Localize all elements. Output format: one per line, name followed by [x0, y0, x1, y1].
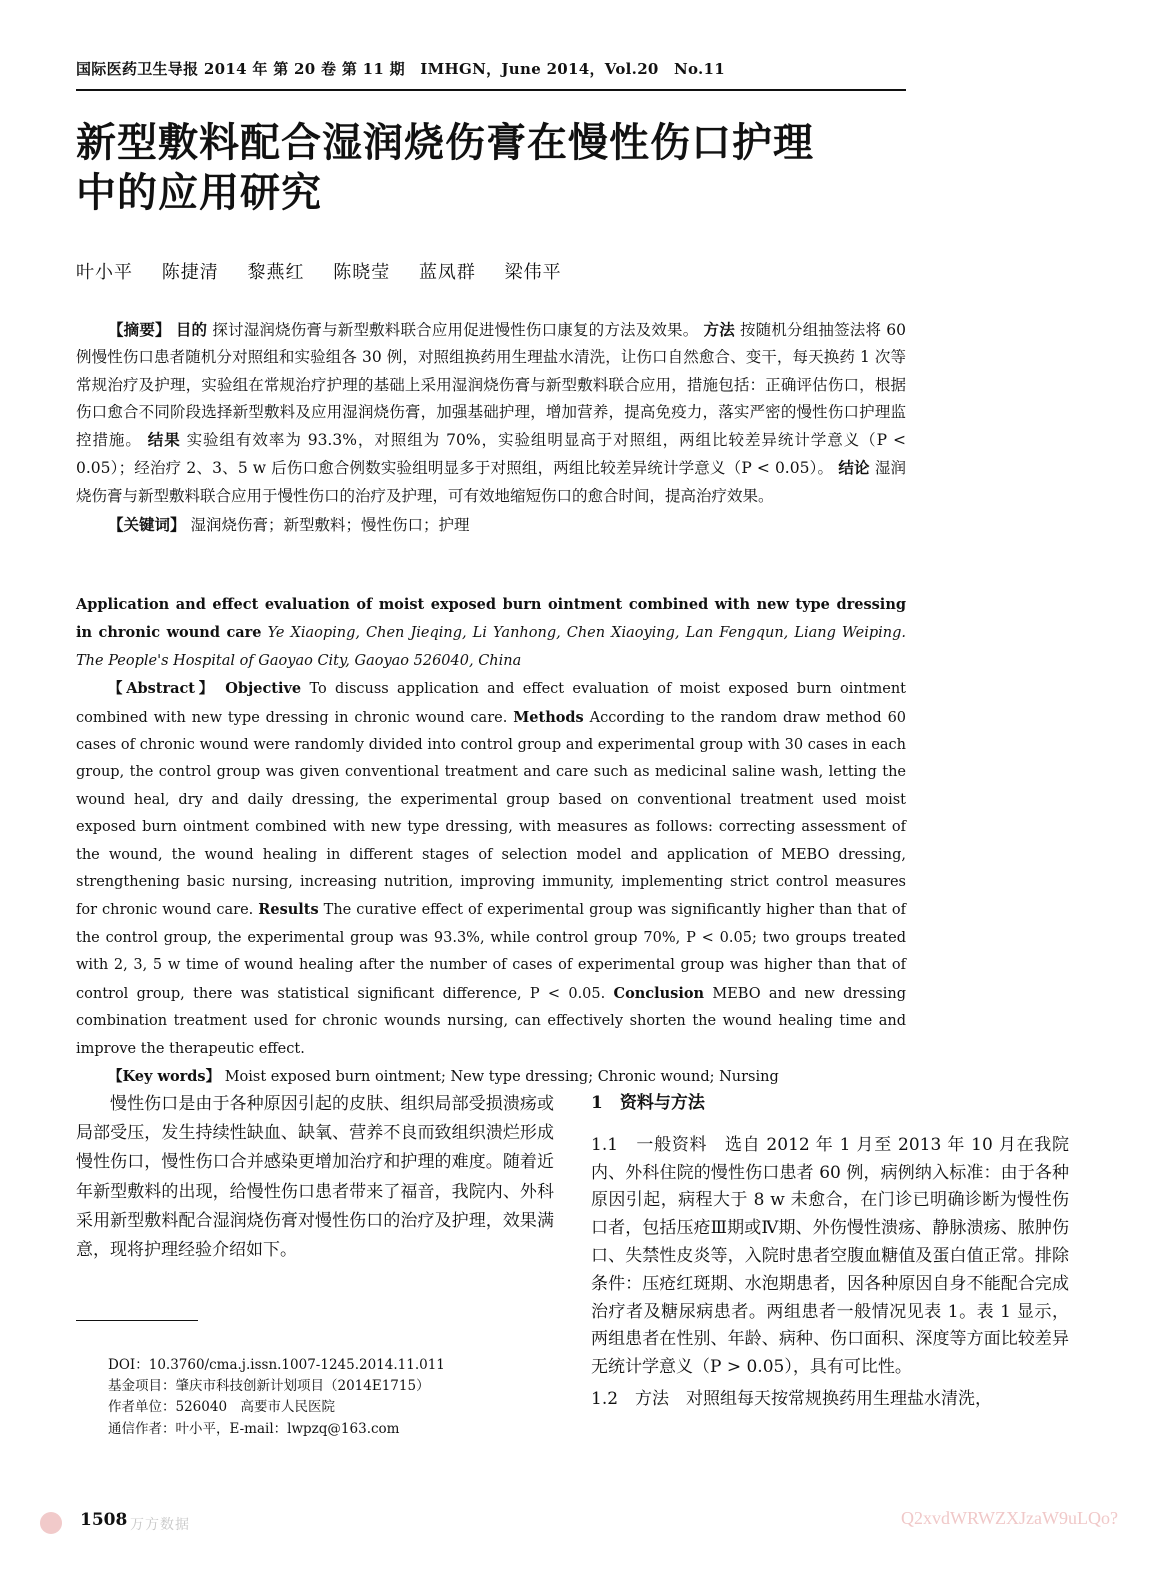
- watermark-left: 万方数据: [130, 1517, 190, 1533]
- objective-en-label: Objective: [225, 680, 302, 698]
- keywords-label: 【关键词】: [108, 515, 186, 535]
- keywords-en-text: Moist exposed burn ointment; New type dressing; Chronic wound; Nursing: [224, 1068, 779, 1085]
- author: 陈晓莹: [333, 262, 391, 283]
- conclusion-en-label: Conclusion: [613, 984, 705, 1002]
- intro-column: [76, 1090, 554, 1265]
- title-line-2: 中的应用研究: [76, 169, 322, 216]
- methods-label: 方法: [703, 320, 735, 339]
- objective-label: 目的: [175, 320, 208, 339]
- conclusion-en-text: MEBO and new dressing combination treatment used for chronic wounds nursing, can effectively shorten the wound healing time and improve the therapeutic effect.: [76, 985, 907, 1057]
- author-list: [76, 258, 584, 284]
- running-header: 国际医药卫生导报 2014 年 第 20 卷 第 11 期 IMHGN，June 2014，Vol.20 No.11: [76, 60, 726, 78]
- abstract-label: 【摘要】: [108, 320, 171, 339]
- intro-paragraph: 慢性伤口是由于各种原因引起的皮肤、组织局部受损溃疡或局部受压，发生持续性缺血、缺氧、营养不良而致组织溃烂形成慢性伤口，慢性伤口合并感染更增加治疗和护理的难度。随着近年新型敷料的出现，给慢性伤口患者带来了福音，我院内、外科采用新型敷料配合湿润烧伤膏对慢性伤口的治疗及护理，效果满意，现将护理经验介绍如下。: [76, 1094, 554, 1261]
- keywords-text: 湿润烧伤膏；新型敷料；慢性伤口；护理: [190, 516, 470, 535]
- methods-text: 按随机分组抽签法将 60 例慢性伤口患者随机分对照组和实验组各 30 例，对照组换药用生理盐水清洗，让伤口自然愈合、变干，每天换药 1 次等常规治疗及护理，实验组在常规治疗护理的基础上采用湿润烧伤膏与新型敷料联合应用，措施包括：正确评估伤口，根据伤口愈合不同阶段选择新型敷料及应用湿润烧伤膏，加强基础护理，增加营养，提高免疫力，落实严密的慢性伤口护理监控措施。: [76, 321, 906, 450]
- footnote-doi: DOI：10.3760/cma.j.issn.1007-1245.2014.11.011: [108, 1357, 445, 1373]
- subsection-1-1-label: 1.1 一般资料: [591, 1134, 708, 1155]
- header-rule: [76, 89, 906, 91]
- footnote-unit: 作者单位：526040 高要市人民医院: [108, 1399, 336, 1416]
- title-line-1: 新型敷料配合湿润烧伤膏在慢性伤口护理: [76, 119, 814, 166]
- subsection-1-2-text: 对照组每天按常规换药用生理盐水清洗，: [686, 1388, 993, 1409]
- abstract-en-label: 【Abstract】: [108, 680, 217, 698]
- author: 叶小平: [76, 262, 133, 283]
- subsection-1-2-label: 1.2 方法: [591, 1388, 670, 1409]
- methods-column: [591, 1090, 1069, 1414]
- conclusion-text: 湿润烧伤膏与新型敷料联合应用于慢性伤口的治疗及护理，可有效地缩短伤口的愈合时间，提高治疗效果。: [76, 459, 906, 505]
- author: 黎燕红: [247, 262, 305, 283]
- author: 陈捷清: [161, 262, 219, 283]
- watermark-right: Q2xvdWRWZXJzaW9uLQo?: [901, 1508, 1118, 1528]
- footnotes: [108, 1355, 445, 1440]
- results-en-label: Results: [258, 901, 319, 919]
- conclusion-label: 结论: [838, 458, 870, 478]
- footnote-corresponding: 通信作者：叶小平，E-mail：lwpzq@163.com: [108, 1420, 400, 1437]
- footnote-rule: [76, 1320, 198, 1321]
- keywords-en-label: 【Key words】: [108, 1067, 221, 1085]
- english-affiliation: Ye Xiaoping, Chen Jieqing, Li Yanhong, Chen Xiaoying, Lan Fengqun, Liang Weiping. The People's Hospital of Gaoyao City, Gaoyao 526040, China: [76, 625, 906, 669]
- publisher-logo-icon: [40, 1512, 62, 1534]
- footnote-fund: 基金项目：肇庆市科技创新计划项目（2014E1715）: [108, 1378, 430, 1395]
- abstract-english: [76, 591, 906, 1091]
- abstract-chinese: [76, 316, 906, 539]
- author: 蓝凤群: [418, 262, 476, 283]
- section-heading: 1 资料与方法: [591, 1093, 705, 1113]
- results-en-text: The curative effect of experimental group was significantly higher than that of the control group, the experimental group was 93.3%, while control group 70%, P < 0.05; two groups treated with 2, 3, 5 w time of wound healing after the number of cases of experimental group was higher than that of control group, there was statistical significant difference, P < 0.05.: [76, 902, 906, 1002]
- author: 梁伟平: [504, 262, 562, 283]
- methods-en-text: According to the random draw method 60 cases of chronic wound were randomly divided into control group and experimental group with 30 cases in each group, the control group was given conventional treatment and care such as medicinal saline wash, letting the wound heal, dry and daily dressing, the experimental group based on conventional treatment used moist exposed burn ointment combined with new type dressing, with measures as follows: correcting assessment of the wound, the wound healing in different stages of selection model and application of MEBO dressing, strengthening basic nursing, increasing nutrition, improving immunity, implementing strict control measures for chronic wound care.: [76, 709, 907, 919]
- subsection-1-1-text: 选自 2012 年 1 月至 2013 年 10 月在我院内、外科住院的慢性伤口患者 60 例，病例纳入标准：由于各种原因引起，病程大于 8 w 未愈合，在门诊已明确诊断为慢性伤口者，包括压疮Ⅲ期或Ⅳ期、外伤慢性溃疡、静脉溃疡、脓肿伤口、失禁性皮炎等，入院时患者空腹血糖值及蛋白值正常。排除条件：压疮红斑期、水泡期患者，因各种原因自身不能配合完成治疗者及糖尿病患者。两组患者一般情况见表 1。表 1 显示，两组患者在性别、年龄、病种、伤口面积、深度等方面比较差异无统计学意义（P > 0.05），具有可比性。: [591, 1134, 1069, 1378]
- article-title: [76, 118, 936, 218]
- results-text: 实验组有效率为 93.3%，对照组为 70%，实验组明显高于对照组，两组比较差异统计学意义（P < 0.05）；经治疗 2、3、5 w 后伤口愈合例数实验组明显多于对照组，两组比较差异统计学意义（P < 0.05）。: [76, 431, 906, 478]
- results-label: 结果: [147, 430, 181, 450]
- objective-text: 探讨湿润烧伤膏与新型敷料联合应用促进慢性伤口康复的方法及效果。: [212, 321, 699, 339]
- english-title: Application and effect evaluation of moist exposed burn ointment combined with new type dressing in chronic wound care: [76, 596, 906, 642]
- objective-en-text: To discuss application and effect evaluation of moist exposed burn ointment combined with new type dressing in chronic wound care.: [76, 681, 907, 726]
- methods-en-label: Methods: [513, 708, 584, 726]
- page-number: 1508: [80, 1510, 128, 1530]
